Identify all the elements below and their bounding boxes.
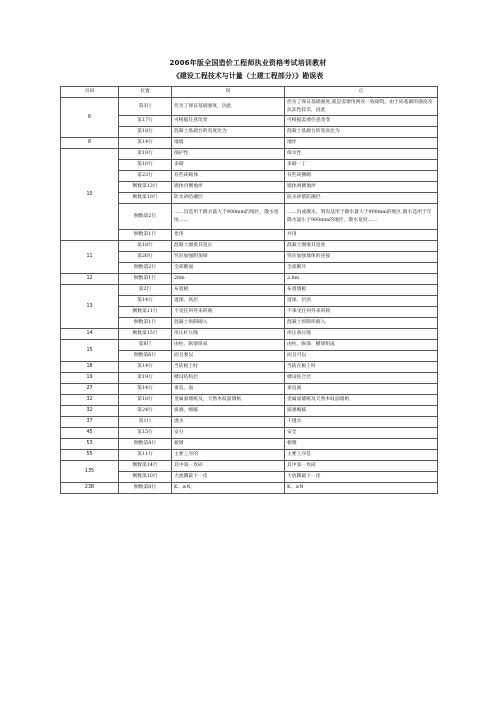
correct-text-cell: 布置墙板 xyxy=(285,285,438,296)
wrong-text-cell: 主要工序的 xyxy=(172,450,285,461)
position-cell: 第19行 xyxy=(119,373,172,384)
correct-text-cell: 金属面墙纸及天然木纹面墙纸 xyxy=(285,395,438,406)
position-cell: 倒数第1行 xyxy=(119,230,172,241)
position-cell: 倒数第13行 xyxy=(119,182,172,193)
page-number-cell: 55 xyxy=(61,450,119,461)
table-row xyxy=(61,439,438,450)
table-row xyxy=(61,406,438,417)
wrong-text-cell: 安分 xyxy=(172,428,285,439)
position-cell: 第26行 xyxy=(119,252,172,263)
correct-text-cell: 混凝土圈梁其宽度 xyxy=(285,241,438,252)
correct-text-cell: 2.8m xyxy=(285,274,438,285)
correct-text-cell: 混凝土预制块砌入 xyxy=(285,318,438,329)
correct-text-cell: 垂直面 xyxy=(285,384,438,395)
correct-text-cell: 混凝土基础台阶宽高比为 xyxy=(285,127,438,138)
correct-text-cell: 大放脚最下一皮 xyxy=(285,472,438,483)
table-row xyxy=(61,461,438,472)
correct-text-cell: 多砌一丁 xyxy=(285,160,438,171)
correct-text-cell: 安全 xyxy=(285,428,438,439)
page-number-cell: 11 xyxy=(61,241,119,274)
wrong-text-cell: 墙体内侧地坪 xyxy=(172,182,285,193)
correct-text-cell: 有些砖侧砌 xyxy=(285,171,438,182)
correct-text-cell: 并用 xyxy=(285,230,438,241)
wrong-text-cell: 保护性 xyxy=(172,149,285,160)
position-cell: 第2行 xyxy=(119,285,172,296)
correct-text-cell: 竖向加强墙体的连接 xyxy=(285,252,438,263)
position-cell: 第24行 xyxy=(119,406,172,417)
errata-body xyxy=(61,98,438,494)
page-number-cell: 32 xyxy=(61,406,119,417)
wrong-text-cell: 楼设结构层 xyxy=(172,373,285,384)
correct-text-cell: 主要工序是 xyxy=(285,450,438,461)
position-cell: 倒数第1行 xyxy=(119,318,172,329)
wrong-text-cell: 进深、高层 xyxy=(172,296,285,307)
position-cell: 倒数第10行 xyxy=(119,472,172,483)
wrong-text-cell: 不受任何外来荷载 xyxy=(172,307,285,318)
position-cell: 第18行 xyxy=(119,127,172,138)
page-number-cell: 13 xyxy=(61,285,119,329)
table-row xyxy=(61,98,438,116)
position-cell: 倒数第2行 xyxy=(119,204,172,230)
page-number-cell: 19 xyxy=(61,373,119,384)
correct-text-cell: 当防在板上时 xyxy=(285,362,438,373)
correct-text-cell: 质感细腻 xyxy=(285,406,438,417)
wrong-text-cell: 用压杆压缝 xyxy=(172,329,285,340)
wrong-text-cell: 大流撕最下一皮 xyxy=(172,472,285,483)
correct-text-cell: 楼设结合层 xyxy=(285,373,438,384)
correct-text-cell: 其中第一皮砖 xyxy=(285,461,438,472)
page-number-cell: 6 xyxy=(61,98,119,138)
table-row xyxy=(61,450,438,461)
document-subtitle: 《建设工程技术与计量（土建工程部分）》勘误表 xyxy=(172,72,324,80)
wrong-text-cell: 但为了保证基础强度，因此 xyxy=(172,98,285,116)
position-cell: 第8行 xyxy=(119,340,172,351)
position-cell: 第11行 xyxy=(119,450,172,461)
position-cell: 第17行 xyxy=(119,116,172,127)
position-cell: 第3行 xyxy=(119,98,172,116)
position-cell: 第16行 xyxy=(119,160,172,171)
page-number-cell: 53 xyxy=(61,439,119,450)
table-row xyxy=(61,417,438,428)
table-row xyxy=(61,149,438,160)
correct-text-cell: 防水砂浆防潮层 xyxy=(285,193,438,204)
correct-text-cell: 而且可以 xyxy=(285,351,438,362)
wrong-text-cell: 混凝土预制砌入 xyxy=(172,318,285,329)
table-row xyxy=(61,384,438,395)
position-cell: 倒数第1行 xyxy=(119,274,172,285)
wrong-text-cell: 透水 xyxy=(172,417,285,428)
table-row xyxy=(61,285,438,296)
table-row xyxy=(61,483,438,494)
position-cell: 第14行 xyxy=(119,138,172,149)
position-cell: 第23行 xyxy=(119,171,172,182)
wrong-text-cell: 垂直，面 xyxy=(172,384,285,395)
wrong-text-cell: 板墩 xyxy=(172,439,285,450)
position-cell: 第18行 xyxy=(119,395,172,406)
position-cell: 倒数第8行 xyxy=(119,439,172,450)
position-cell: 倒数第11行 xyxy=(119,307,172,318)
position-cell: 第1行 xyxy=(119,417,172,428)
correct-text-cell: ……沟或散水，明沟适用于降水量大于900mm的地区,散水适用于年降水量小于900mm的地区，散水宽度…… xyxy=(285,204,438,230)
correct-text-cell: 可根据需要任意改变 xyxy=(285,116,438,127)
position-cell: 第14行 xyxy=(119,384,172,395)
wrong-text-cell: 混凝土基础台阶宽度比为 xyxy=(172,127,285,138)
header-page: 页码 xyxy=(61,87,119,98)
page-number-cell: 27 xyxy=(61,384,119,395)
wrong-text-cell: ……沟适用于降水量大于900mm的地区，散水宽度…… xyxy=(172,204,285,230)
table-row xyxy=(61,329,438,340)
page-number-cell: 238 xyxy=(61,483,119,494)
table-row xyxy=(61,395,438,406)
correct-text-cell: 墙体两侧地坪 xyxy=(285,182,438,193)
wrong-text-cell: 质感，细腻 xyxy=(172,406,285,417)
correct-text-cell: 地坪 xyxy=(285,138,438,149)
table-row xyxy=(61,241,438,252)
position-cell: 第18行 xyxy=(119,241,172,252)
correct-text-cell: 不透水 xyxy=(285,417,438,428)
wrong-text-cell: 而且要以 xyxy=(172,351,285,362)
wrong-text-cell: 金属面墙纸及，天然木纹面墙纸 xyxy=(172,395,285,406)
table-row xyxy=(61,373,438,384)
position-cell: 倒数第2行 xyxy=(119,263,172,274)
wrong-text-cell: 全部断面 xyxy=(172,263,285,274)
correct-text-cell: K、≥N xyxy=(285,483,438,494)
header-position: 位置 xyxy=(119,87,172,98)
wrong-text-cell: 有些砖砌体 xyxy=(172,171,285,182)
wrong-text-cell: 由柱、纵梁组成 xyxy=(172,340,285,351)
table-row xyxy=(61,362,438,373)
wrong-text-cell: 其中第一皮砖 xyxy=(172,461,285,472)
position-cell: 第14行 xyxy=(119,362,172,373)
correct-text-cell: 全部断开 xyxy=(285,263,438,274)
wrong-text-cell: 当防板上时 xyxy=(172,362,285,373)
page-number-cell: 15 xyxy=(61,340,119,362)
correct-text-cell: 由柱、纵梁、横梁组成 xyxy=(285,340,438,351)
wrong-text-cell: 28m xyxy=(172,274,285,285)
page-number-cell: 45 xyxy=(61,428,119,439)
wrong-text-cell: 混凝土圈梁其宽长 xyxy=(172,241,285,252)
header-correct: 正 xyxy=(285,87,438,98)
wrong-text-cell: 地墙 xyxy=(172,138,285,149)
page-number-cell: 18 xyxy=(61,362,119,373)
correct-text-cell: 板墩 xyxy=(285,439,438,450)
wrong-text-cell: 也用 xyxy=(172,230,285,241)
wrong-text-cell: K、≥N。 xyxy=(172,483,285,494)
document-title: 2006年版全国造价工程师执业资格考试培训教材 xyxy=(169,59,327,67)
table-row xyxy=(61,274,438,285)
correct-text-cell: 进深、层高 xyxy=(285,296,438,307)
page-number-cell: 37 xyxy=(61,417,119,428)
wrong-text-cell: 布置板 xyxy=(172,285,285,296)
page-number-cell: 8 xyxy=(61,138,119,149)
wrong-text-cell: 可根据任意改变 xyxy=(172,116,285,127)
position-cell: 第14行 xyxy=(119,296,172,307)
position-cell: 倒数第15行 xyxy=(119,329,172,340)
correct-text-cell: 但为了保证基础强度,就是需要用两皮一收砌筑，由于砖基础的强度及抗冻性较差，因此 xyxy=(285,98,438,116)
wrong-text-cell: 防水砂防潮层 xyxy=(172,193,285,204)
correct-text-cell: 保水性 xyxy=(285,149,438,160)
position-cell: 倒数第10行 xyxy=(119,193,172,204)
errata-table xyxy=(60,86,438,494)
page-number-cell: 10 xyxy=(61,149,119,241)
table-row xyxy=(61,428,438,439)
table-row xyxy=(61,340,438,351)
wrong-text-cell: 竖向加强附加梁 xyxy=(172,252,285,263)
correct-text-cell: 用压条压缝 xyxy=(285,329,438,340)
header-wrong: 误 xyxy=(172,87,285,98)
page-number-cell: 12 xyxy=(61,274,119,285)
page-number-cell: 135 xyxy=(61,461,119,483)
page-number-cell: 32 xyxy=(61,395,119,406)
wrong-text-cell: 多砌 xyxy=(172,160,285,171)
position-cell: 倒数第14行 xyxy=(119,461,172,472)
page-number-cell: 14 xyxy=(61,329,119,340)
position-cell: 第10行 xyxy=(119,149,172,160)
position-cell: 第15行 xyxy=(119,428,172,439)
position-cell: 倒数第6行 xyxy=(119,483,172,494)
correct-text-cell: 不承受任何外来荷载 xyxy=(285,307,438,318)
table-row xyxy=(61,138,438,149)
position-cell: 倒数第6行 xyxy=(119,351,172,362)
